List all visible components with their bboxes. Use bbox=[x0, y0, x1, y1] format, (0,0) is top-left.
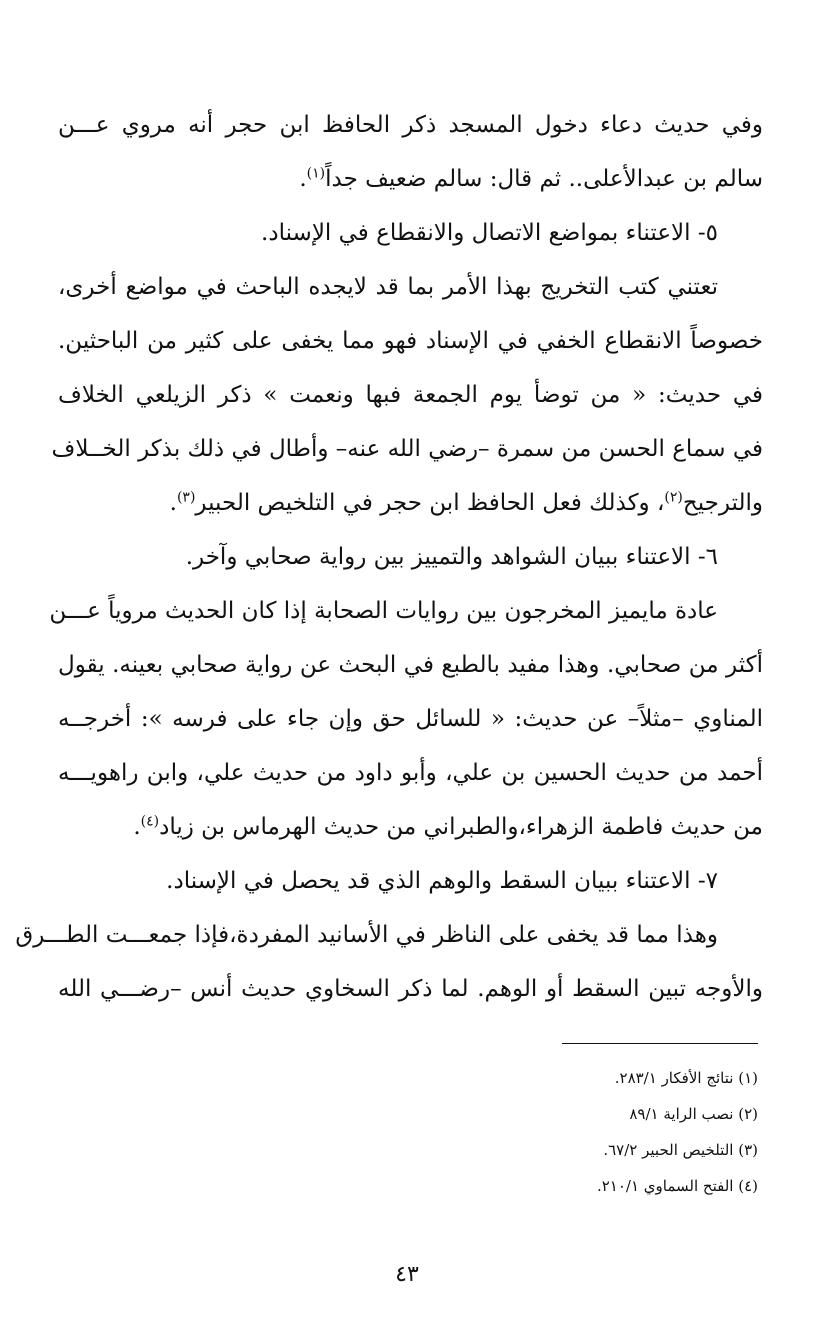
text-line-4 bbox=[58, 260, 718, 314]
footnote-3: (٣) التلخيص الحبير ٦٧/٢. bbox=[603, 1141, 758, 1159]
footnote-2: (٢) نصب الراية ٨٩/١ bbox=[629, 1105, 758, 1123]
text-line-10 bbox=[49, 584, 718, 638]
line-4-text: تعتني كتب التخريج بهذا الأمر بما قد لايجده الباحث في مواضع أخرى، bbox=[58, 274, 718, 300]
text-line-13 bbox=[58, 746, 763, 800]
line-2-period: . bbox=[299, 166, 307, 192]
text-line-7 bbox=[51, 422, 763, 476]
text-line-2 bbox=[58, 152, 763, 206]
line-7-text: في سماع الحسن من سمرة –رضي الله عنه– وأطال في ذلك بذكر الخــلاف bbox=[51, 436, 763, 462]
text-line-6 bbox=[58, 368, 763, 422]
line-1-text: وفي حديث دعاء دخول المسجد ذكر الحافظ ابن حجر أنه مروي عـــن bbox=[58, 112, 763, 138]
line-12-text: المناوي –مثلاً– عن حديث: « للسائل حق وإن جاء على فرسه »: أخرجــه bbox=[58, 706, 763, 732]
text-line-5 bbox=[58, 314, 763, 368]
page-number: ٤٣ bbox=[395, 1262, 419, 1287]
heading-7-text: ٧- الاعتناء ببيان السقط والوهم الذي قد يحصل في الإسناد. bbox=[166, 868, 718, 894]
line-2-text: سالم بن عبدالأعلى.. ثم قال: سالم ضعيف جداً bbox=[325, 166, 763, 192]
footnote-1: (١) نتائج الأفكار ٢٨٣/١. bbox=[614, 1069, 758, 1087]
line-8-text-b: ، وكذلك فعل الحافظ ابن حجر في التلخيص الحبير bbox=[195, 490, 665, 516]
line-14-period: . bbox=[133, 814, 141, 840]
line-13-text: أحمد من حديث الحسين بن علي، وأبو داود من حديث علي، وابن راهويـــه bbox=[58, 760, 763, 786]
text-line-8 bbox=[58, 476, 763, 530]
section-heading-5 bbox=[58, 206, 718, 260]
line-11-text: أكثر من صحابي. وهذا مفيد بالطبع في البحث عن رواية صحابي بعينه. يقول bbox=[58, 652, 763, 678]
line-8-text-a: والترجيح bbox=[682, 490, 763, 516]
text-line-16 bbox=[15, 908, 718, 962]
line-6-text: في حديث: « من توضأ يوم الجمعة فبها ونعمت » ذكر الزيلعي الخلاف bbox=[58, 382, 763, 408]
heading-5-text: ٥- الاعتناء بمواضع الاتصال والانقطاع في الإسناد. bbox=[261, 220, 718, 246]
line-5-text: خصوصاً الانقطاع الخفي في الإسناد فهو مما يخفى على كثير من الباحثين. bbox=[58, 328, 763, 354]
line-16-text: وهذا مما قد يخفى على الناظر في الأسانيد المفردة،فإذا جمعـــت الطـــرق bbox=[15, 922, 718, 948]
heading-6-text: ٦- الاعتناء ببيان الشواهد والتمييز بين رواية صحابي وآخر. bbox=[185, 544, 718, 570]
footnote-separator bbox=[562, 1043, 758, 1044]
line-10-text: عادة مايميز المخرجون بين روايات الصحابة إذا كان الحديث مروياً عـــن bbox=[49, 598, 718, 624]
line-14-text: من حديث فاطمة الزهراء،والطبراني من حديث الهرماس بن زياد bbox=[159, 814, 763, 840]
footnote-ref-1[interactable]: (١) bbox=[306, 165, 326, 182]
footnote-ref-3[interactable]: (٣) bbox=[176, 489, 196, 506]
line-17-text: والأوجه تبين السقط أو الوهم. لما ذكر السخاوي حديث أنس –رضـــي الله bbox=[58, 976, 763, 1002]
text-line-12 bbox=[58, 692, 763, 746]
text-line-1 bbox=[58, 98, 763, 152]
footnote-ref-4[interactable]: (٤) bbox=[140, 813, 160, 830]
section-heading-7 bbox=[58, 854, 718, 908]
text-line-11 bbox=[58, 638, 763, 692]
text-line-17 bbox=[58, 962, 763, 1016]
footnote-4: (٤) الفتح السماوي ٢١٠/١. bbox=[596, 1177, 758, 1195]
line-8-period: . bbox=[169, 490, 177, 516]
footnote-ref-2[interactable]: (٢) bbox=[664, 489, 683, 506]
section-heading-6 bbox=[58, 530, 718, 584]
text-line-14 bbox=[58, 800, 763, 854]
